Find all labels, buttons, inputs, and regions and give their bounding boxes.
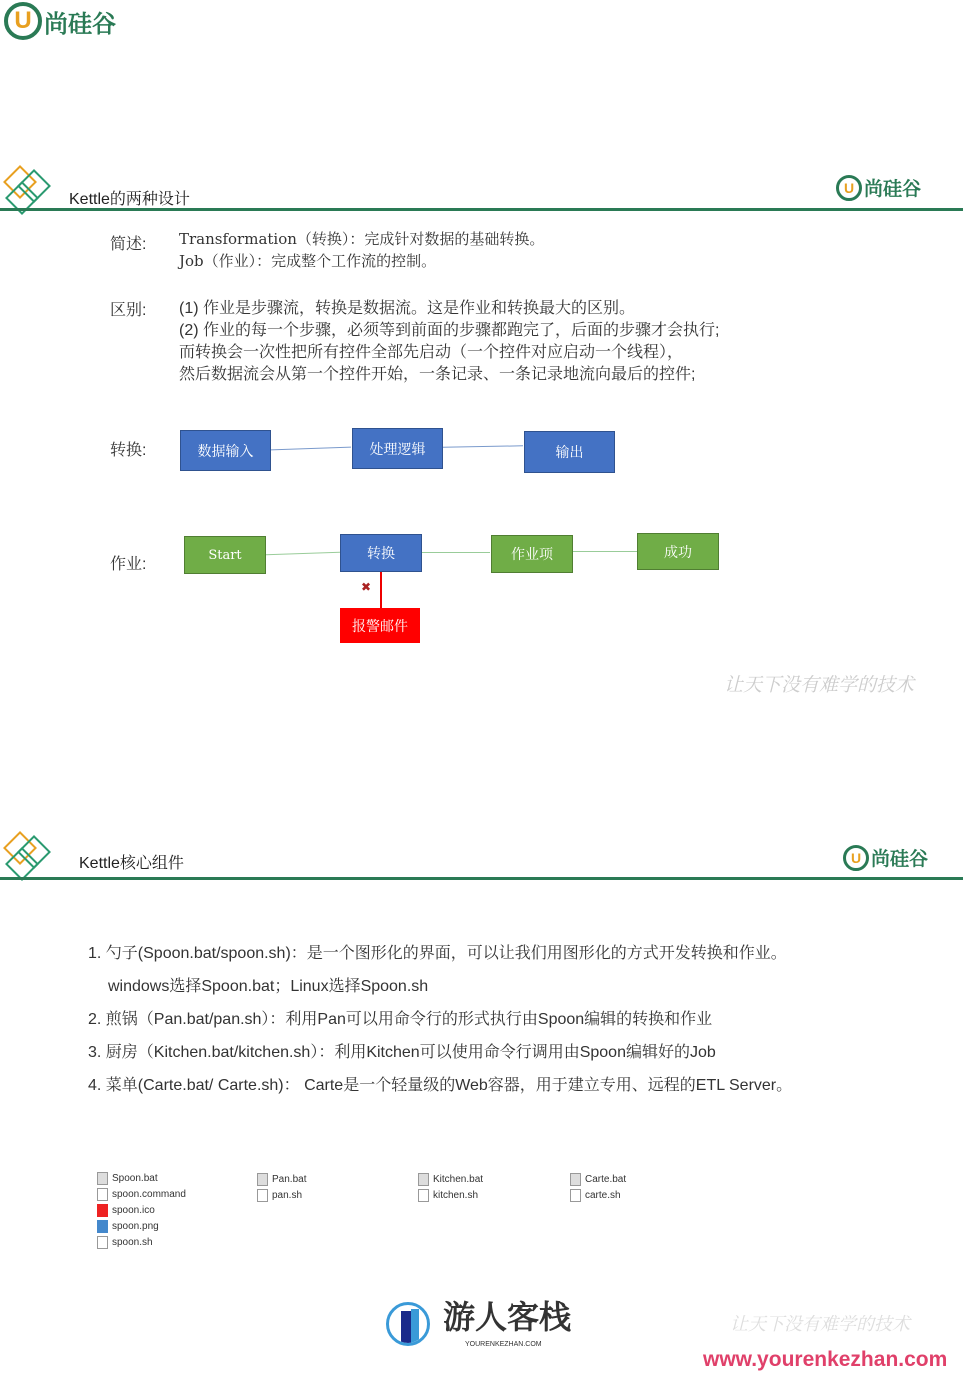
ico-file-icon xyxy=(97,1204,108,1217)
file-item xyxy=(257,1172,306,1188)
step-data-input: 数据输入 xyxy=(180,430,271,471)
list-item: 4. 菜单(Carte.bat/ Carte.sh)： Carte是一个轻量级的Web容器，用于建立专用、远程的ETL Server。 xyxy=(88,1077,793,1094)
summary-line: Transformation（转换）：完成针对数据的基础转换。 xyxy=(179,230,545,248)
bat-file-icon xyxy=(257,1173,268,1186)
file-name: spoon.command xyxy=(112,1189,186,1200)
slide-title: Kettle核心组件 xyxy=(79,855,184,872)
diff-line: 而转换会一次性把所有控件全部先启动（一个控件对应启动一个线程）， xyxy=(179,344,684,361)
list-item: 2. 煎锅（Pan.bat/pan.sh）：利用Pan可以用命令行的形式执行由Spoon编辑的转换和作业 xyxy=(88,1011,713,1028)
logo-u-icon: U xyxy=(843,845,869,871)
file-name: Carte.bat xyxy=(585,1174,627,1185)
brand-logo-icon xyxy=(386,1302,430,1346)
file-icon xyxy=(97,1188,108,1201)
file-icon xyxy=(257,1189,268,1202)
file-name: spoon.ico xyxy=(112,1205,155,1216)
arrow xyxy=(422,552,490,553)
list-item: 3. 厨房（Kitchen.bat/kitchen.sh）：利用Kitchen可以使用命令行调用由Spoon编辑好的Job xyxy=(88,1044,716,1061)
file-item xyxy=(97,1203,186,1219)
diff-line: (2) 作业的每一个步骤，必须等到前面的步骤都跑完了，后面的步骤才会执行; xyxy=(179,322,720,339)
diff-label: 区别: xyxy=(110,302,147,319)
arrow xyxy=(266,552,340,556)
summary-label: 简述: xyxy=(110,236,147,253)
file-item xyxy=(97,1219,186,1235)
file-item xyxy=(97,1171,186,1187)
header-divider xyxy=(0,208,963,211)
file-item xyxy=(570,1172,626,1188)
logo-text: 尚硅谷 xyxy=(44,10,116,38)
brand-sub: YOURENKEZHAN.COM xyxy=(465,1341,542,1348)
summary-line: Job（作业）：完成整个工作流的控制。 xyxy=(179,252,437,270)
file-name: Pan.bat xyxy=(272,1174,307,1185)
file-list-spoon xyxy=(97,1171,186,1251)
file-item xyxy=(97,1235,186,1251)
step-process: 处理逻辑 xyxy=(352,428,443,469)
bat-file-icon xyxy=(97,1172,108,1185)
file-name: carte.sh xyxy=(585,1190,621,1201)
file-name: spoon.png xyxy=(112,1221,159,1232)
diff-line: (1) 作业是步骤流，转换是数据流。这是作业和转换最大的区别。 xyxy=(179,300,636,317)
file-item xyxy=(570,1188,626,1204)
top-logo xyxy=(4,2,116,40)
file-name: Spoon.bat xyxy=(112,1173,158,1184)
file-list-carte xyxy=(570,1172,626,1204)
job-error-mail: 报警邮件 xyxy=(340,608,420,643)
component-list xyxy=(88,937,948,1102)
file-name: pan.sh xyxy=(272,1190,303,1201)
logo-u-icon: U xyxy=(836,175,862,201)
list-item: windows选择Spoon.bat；Linux选择Spoon.sh xyxy=(108,978,429,995)
file-name: kitchen.sh xyxy=(433,1190,479,1201)
logo-text: 尚硅谷 xyxy=(871,849,929,870)
error-arrow xyxy=(380,572,382,608)
file-item xyxy=(418,1188,483,1204)
file-item xyxy=(418,1172,483,1188)
transform-label: 转换: xyxy=(110,442,147,459)
job-item: 作业项 xyxy=(491,535,573,573)
job-label: 作业: xyxy=(110,556,147,573)
file-list-pan xyxy=(257,1172,306,1204)
slide-title: Kettle的两种设计 xyxy=(69,191,190,208)
error-x-icon: ✖ xyxy=(361,580,372,594)
bat-file-icon xyxy=(418,1173,429,1186)
slide-logo xyxy=(836,174,921,201)
footer-url[interactable]: www.yourenkezhan.com xyxy=(703,1348,948,1371)
step-output: 输出 xyxy=(524,431,615,473)
image-file-icon xyxy=(97,1220,108,1233)
header-divider xyxy=(0,877,963,880)
arrow xyxy=(271,447,351,451)
logo-u-icon: U xyxy=(4,2,42,40)
file-name: Kitchen.bat xyxy=(433,1174,484,1185)
list-item: 1. 勺子(Spoon.bat/spoon.sh)：是一个图形化的界面，可以让我们用图形化的方式开发转换和作业。 xyxy=(88,945,787,962)
diff-text xyxy=(179,298,719,386)
file-item xyxy=(257,1188,306,1204)
logo-text: 尚硅谷 xyxy=(864,179,922,200)
watermark: 让天下没有难学的技术 xyxy=(724,674,915,696)
file-icon xyxy=(570,1189,581,1202)
summary-text xyxy=(179,228,544,272)
file-name: spoon.sh xyxy=(112,1237,153,1248)
arrow xyxy=(443,445,523,447)
file-icon xyxy=(418,1189,429,1202)
job-start: Start xyxy=(184,536,266,574)
file-icon xyxy=(97,1236,108,1249)
job-success: 成功 xyxy=(637,533,719,570)
file-list-kitchen xyxy=(418,1172,483,1204)
brand-name: 游人客栈 xyxy=(443,1298,572,1336)
footer-watermark: 让天下没有难学的技术 xyxy=(730,1314,910,1335)
arrow xyxy=(573,551,637,552)
diff-line: 然后数据流会从第一个控件开始，一条记录、一条记录地流向最后的控件; xyxy=(179,366,696,383)
file-item xyxy=(97,1187,186,1203)
slide-logo xyxy=(843,844,928,871)
bat-file-icon xyxy=(570,1173,581,1186)
job-transform: 转换 xyxy=(340,534,422,572)
